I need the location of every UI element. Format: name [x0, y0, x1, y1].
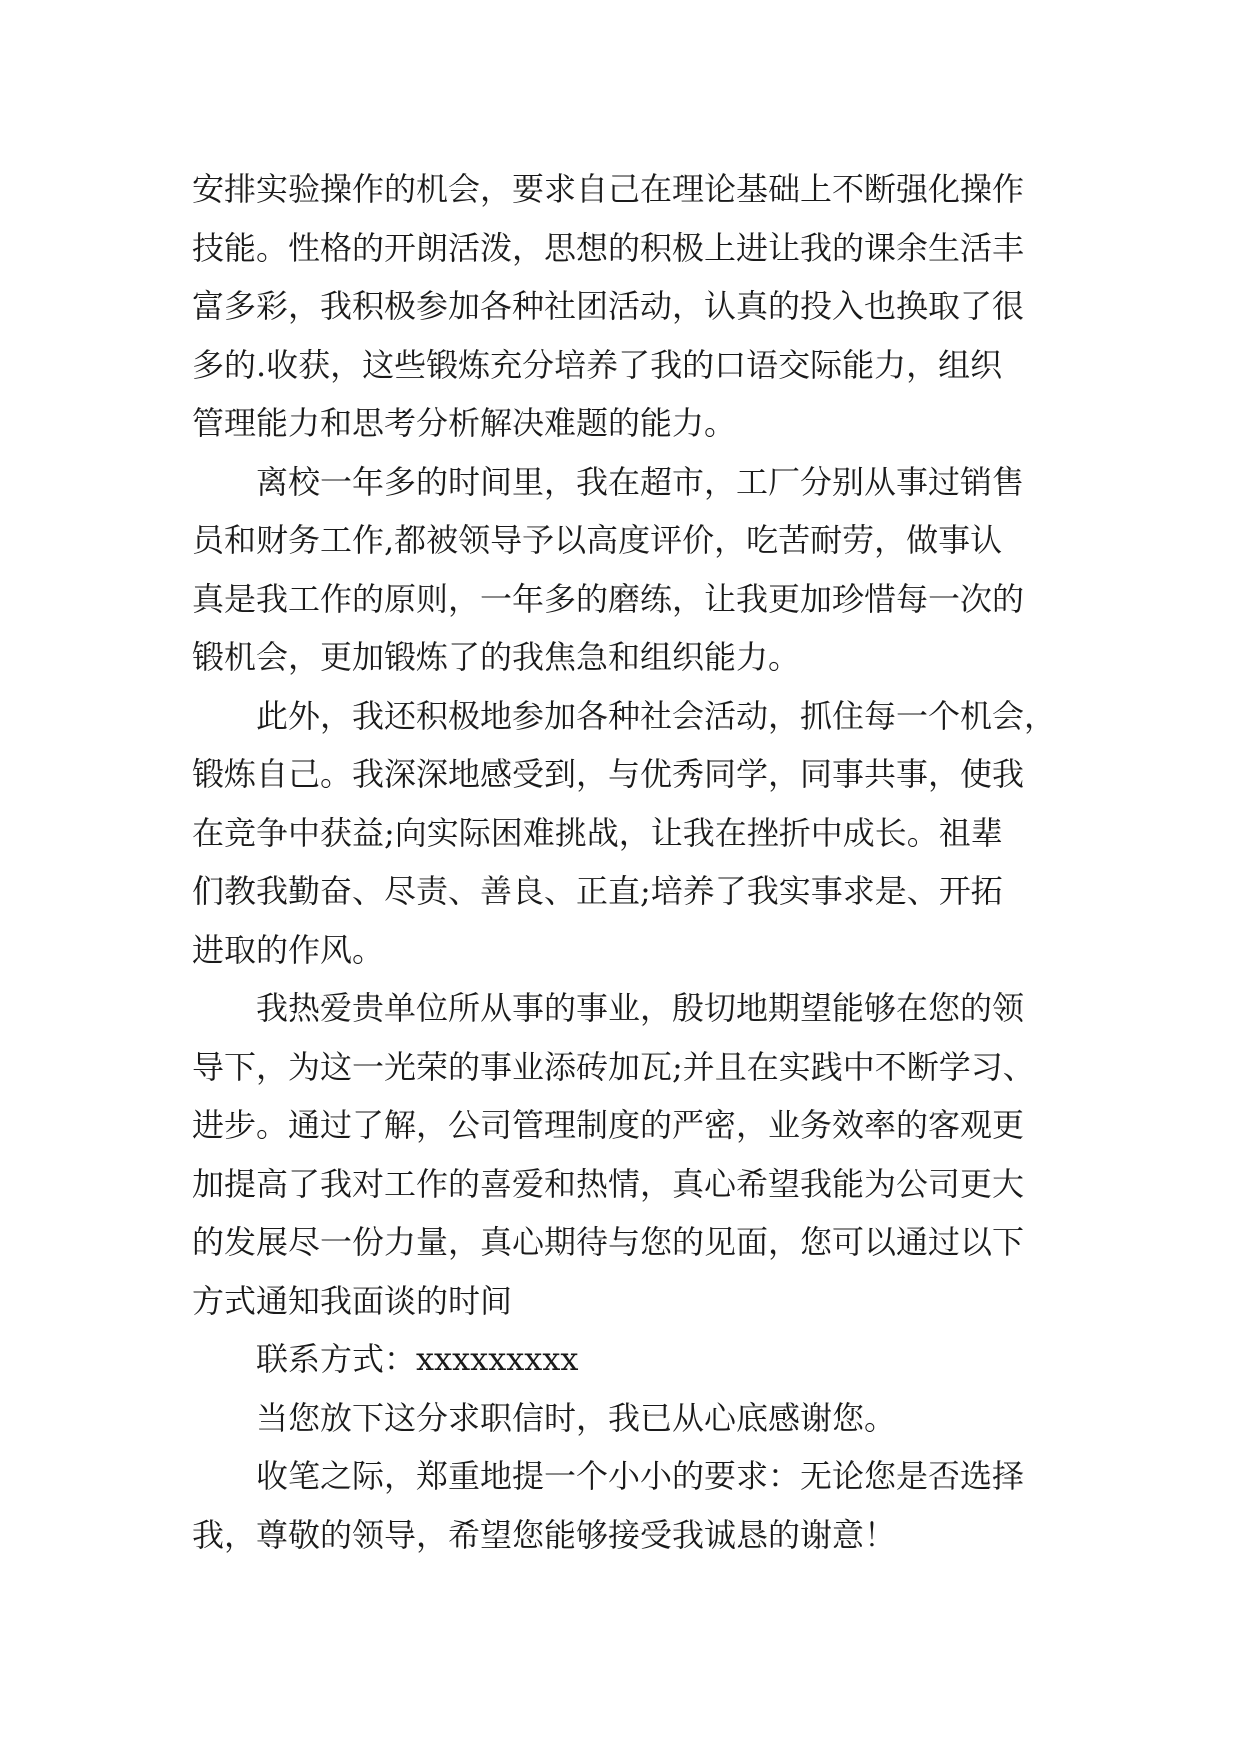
text-line: 锻炼自己。我深深地感受到，与优秀同学，同事共事，使我 — [192, 755, 1025, 793]
text-line: 的发展尽一份力量，真心期待与您的见面，您可以通过以下 — [192, 1223, 1025, 1261]
text-line: 加提高了我对工作的喜爱和热情，真心希望我能为公司更大 — [192, 1164, 1025, 1203]
text-line: 导下，为这一光荣的事业添砖加瓦;并且在实践中不断学习、 — [192, 1047, 1035, 1086]
letter-body — [192, 160, 1062, 1564]
text-line: 管理能力和思考分析解决难题的能力。 — [192, 404, 737, 442]
paragraph-start-line: 我热爱贵单位所从事的事业，殷切地期望能够在您的领 — [256, 989, 1025, 1027]
text-line: 们教我勤奋、尽责、善良、正直;培养了我实事求是、开拓 — [192, 872, 1003, 910]
text-line: 技能。性格的开朗活泼，思想的积极上进让我的课余生活丰 — [192, 228, 1025, 267]
paragraph-start-line: 离校一年多的时间里，我在超市，工厂分别从事过销售 — [256, 462, 1025, 501]
text-line: 安排实验操作的机会，要求自己在理论基础上不断强化操作 — [192, 170, 1025, 208]
paragraph-start-line: 当您放下这分求职信时，我已从心底感谢您。 — [256, 1398, 897, 1437]
paragraph-start-line: 收笔之际，郑重地提一个小小的要求：无论您是否选择 — [256, 1457, 1025, 1495]
text-line: 真是我工作的原则，一年多的磨练，让我更加珍惜每一次的 — [192, 579, 1025, 618]
text-line: 我，尊敬的领导，希望您能够接受我诚恳的谢意！ — [192, 1515, 897, 1554]
text-line: 员和财务工作,都被领导予以高度评价，吃苦耐劳，做事认 — [192, 521, 1003, 559]
contact-line: 联系方式：xxxxxxxxx — [256, 1340, 579, 1378]
text-line: 多的.收获，这些锻炼充分培养了我的口语交际能力，组织 — [192, 345, 1003, 384]
text-line: 进取的作风。 — [192, 930, 385, 969]
text-line: 在竞争中获益;向实际困难挑战，让我在挫折中成长。祖辈 — [192, 813, 1003, 852]
text-line: 方式通知我面谈的时间 — [192, 1281, 513, 1320]
text-line: 锻机会，更加锻炼了的我焦急和组织能力。 — [192, 638, 801, 676]
paragraph-start-line: 此外，我还积极地参加各种社会活动，抓住每一个机会， — [256, 696, 1057, 735]
text-line: 富多彩，我积极参加各种社团活动，认真的投入也换取了很 — [192, 287, 1025, 325]
text-line: 进步。通过了解，公司管理制度的严密，业务效率的客观更 — [192, 1106, 1025, 1144]
